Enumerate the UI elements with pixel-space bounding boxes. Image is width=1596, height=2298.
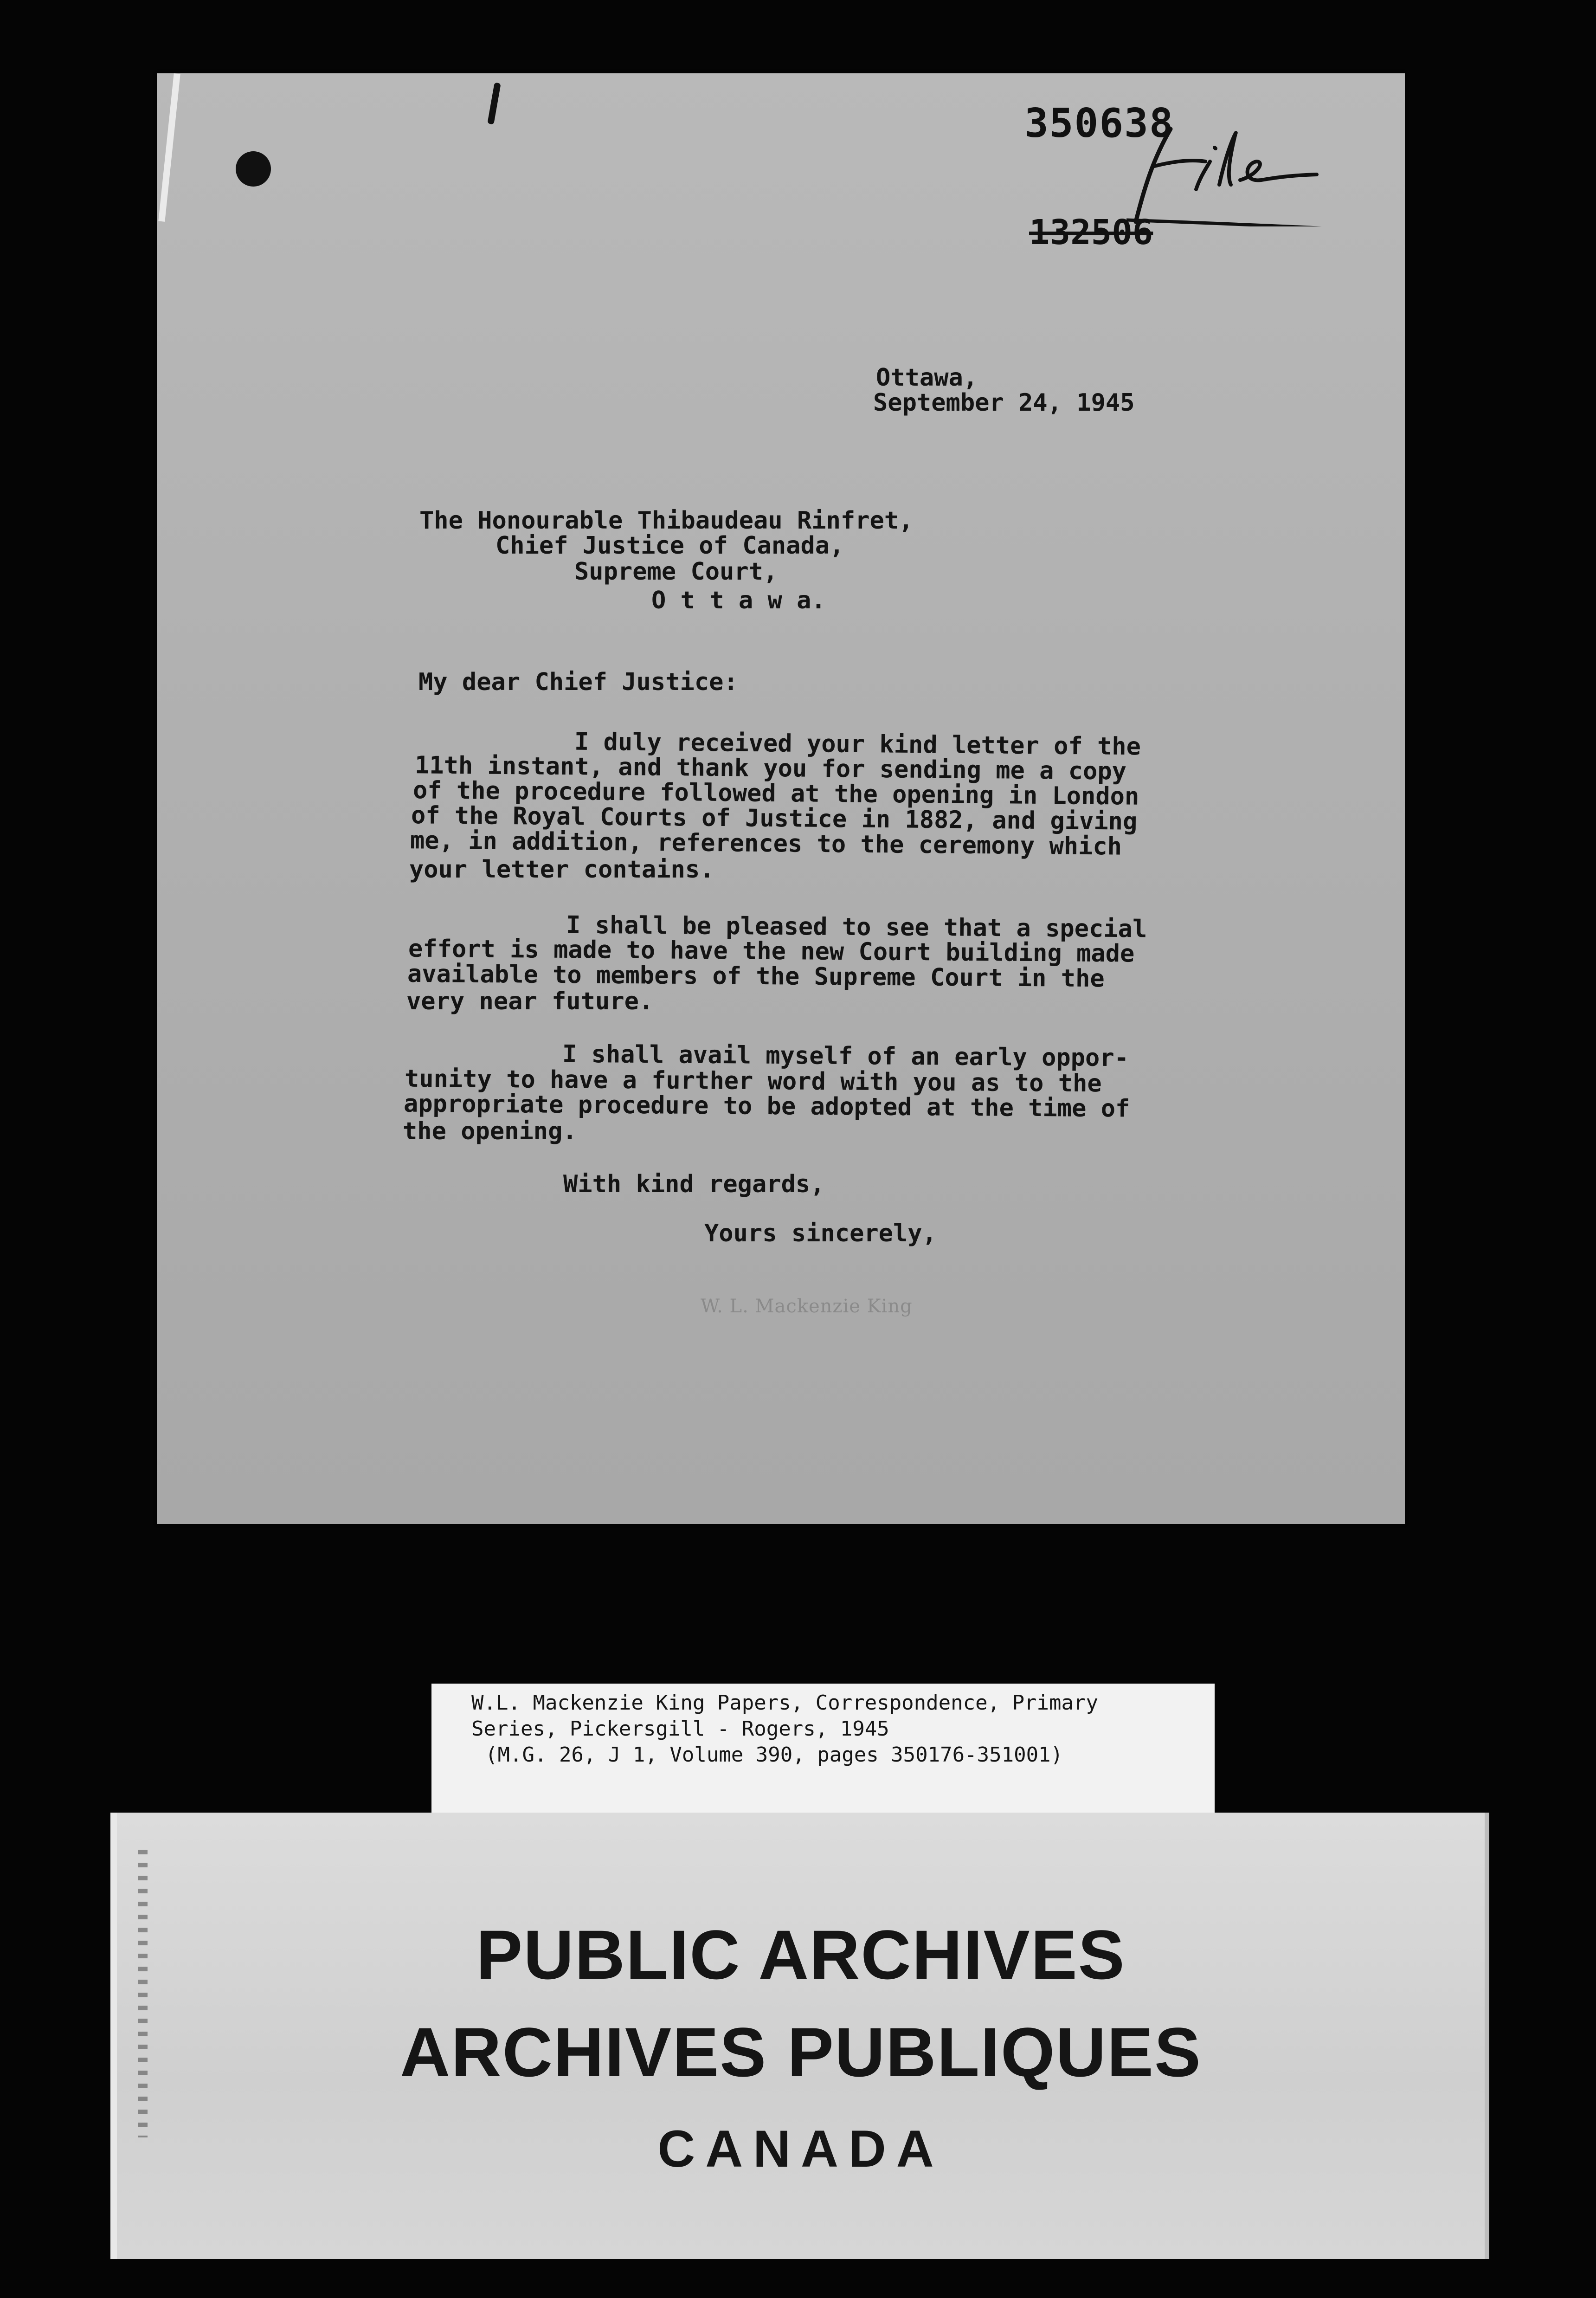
paragraph3-line-1: I shall avail myself of an early oppor-: [562, 1040, 1129, 1072]
caption-line-2: Series, Pickersgill - Rogers, 1945: [471, 1717, 889, 1741]
document-number: 350638: [1024, 100, 1174, 147]
paragraph1-line-5: me, in addition, references to the ceremony which: [410, 826, 1122, 861]
paragraph3-line-3: appropriate procedure to be adopted at the time of: [403, 1090, 1130, 1123]
old-file-number: 132506: [1029, 213, 1153, 252]
address-line-1: The Honourable Thibaudeau Rinfret,: [419, 507, 914, 535]
address-line-2: Chief Justice of Canada,: [496, 532, 844, 560]
paragraph3-line-2: tunity to have a further word with you as to the: [404, 1065, 1102, 1098]
letter-page: [157, 73, 1405, 1524]
caption-line-3: (M.G. 26, J 1, Volume 390, pages 350176-351001): [485, 1743, 1063, 1767]
archives-banner: [110, 1813, 1489, 2259]
paragraph1-line-2: 11th instant, and thank you for sending me a copy: [414, 751, 1127, 786]
paragraph1-line-1: I duly received your kind letter of the: [574, 728, 1141, 761]
banner-line-archives-publiques: ARCHIVES PUBLIQUES: [400, 2013, 1202, 2091]
closing-line: Yours sincerely,: [704, 1220, 937, 1247]
date-line: September 24, 1945: [873, 389, 1135, 417]
paragraph3-line-4: the opening.: [403, 1117, 577, 1145]
archive-caption: [431, 1684, 1215, 1827]
address-line-3: Supreme Court,: [574, 558, 778, 586]
margin-mark: [487, 82, 501, 124]
salutation: My dear Chief Justice:: [418, 668, 738, 696]
handwritten-file-note: [1126, 115, 1326, 226]
page-fold-mark: [158, 73, 180, 222]
paragraph1-line-4: of the Royal Courts of Justice in 1882, and giving: [411, 801, 1138, 836]
place-line: Ottawa,: [876, 364, 978, 392]
punch-hole: [236, 151, 271, 187]
paragraph2-line-1: I shall be pleased to see that a special: [566, 911, 1147, 943]
paragraph1-line-3: of the procedure followed at the opening in London: [412, 776, 1139, 811]
caption-line-1: W.L. Mackenzie King Papers, Correspondence, Primary: [471, 1691, 1099, 1715]
signature-stamp: W. L. Mackenzie King: [701, 1296, 913, 1317]
regards-line: With kind regards,: [563, 1170, 825, 1198]
paragraph2-line-3: available to members of the Supreme Court in the: [407, 960, 1105, 993]
paragraph2-line-4: very near future.: [406, 988, 654, 1015]
address-line-4: O t t a w a.: [651, 587, 826, 614]
paragraph2-line-2: effort is made to have the new Court building made: [408, 935, 1135, 968]
banner-line-public-archives: PUBLIC ARCHIVES: [476, 1916, 1126, 1994]
paragraph1-line-6: your letter contains.: [409, 856, 714, 884]
banner-line-canada: CANADA: [657, 2120, 944, 2178]
